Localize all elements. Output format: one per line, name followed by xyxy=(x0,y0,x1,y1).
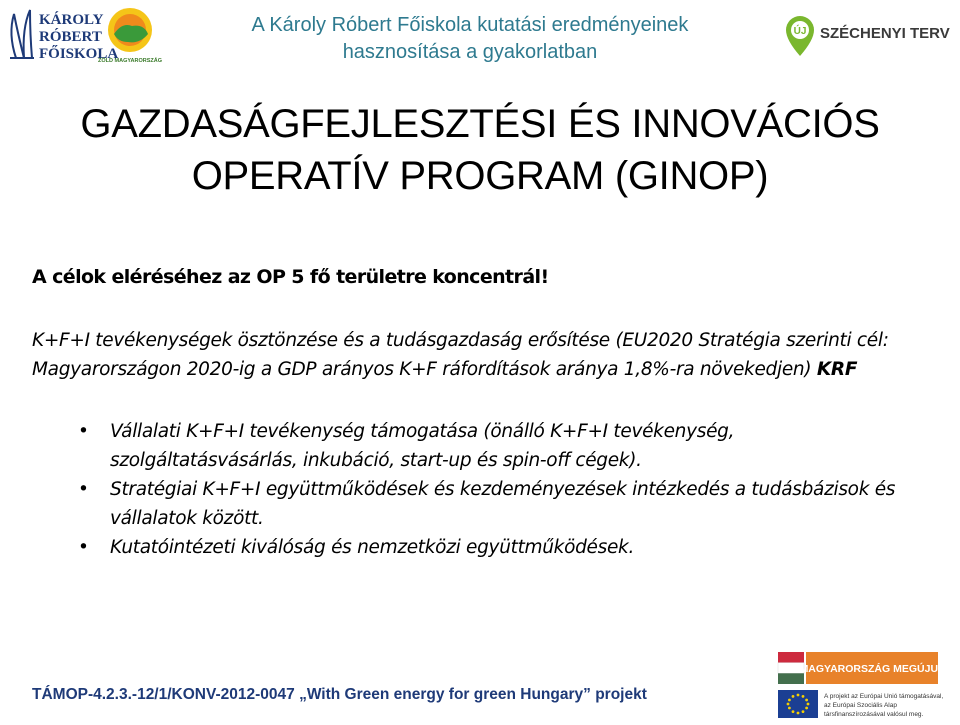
bullet-icon: • xyxy=(78,537,89,558)
eu-text-line3: társfinanszírozásával valósul meg. xyxy=(824,711,924,718)
logo-szt-text: SZÉCHENYI TERV xyxy=(820,25,950,42)
logo-mm-text: MAGYARORSZÁG MEGÚJUL xyxy=(799,663,945,675)
eu-support-logo xyxy=(778,688,954,722)
header-title xyxy=(160,12,780,66)
header-title-line1: A Károly Róbert Főiskola kutatási eredményeinek xyxy=(251,14,689,36)
header-title-line2: hasznosítása a gyakorlatban xyxy=(342,41,598,63)
eu-text-line2: az Európai Szociális Alap xyxy=(824,702,897,709)
logo-krf-line1: KÁROLY xyxy=(39,12,104,28)
eu-flag-icon xyxy=(778,690,818,718)
page-title-line2: OPERATÍV PROGRAM (GINOP) xyxy=(191,154,769,198)
intro-paragraph xyxy=(32,326,912,384)
eu-text-line1: A projekt az Európai Unió támogatásával, xyxy=(824,693,944,700)
bullet-list xyxy=(78,417,918,562)
szechenyi-terv-logo xyxy=(782,10,952,60)
karoly-robert-logo xyxy=(4,4,119,66)
bullet-icon: • xyxy=(78,479,89,500)
list-item xyxy=(78,533,918,562)
page-title-line1: GAZDASÁGFEJLESZTÉSI ÉS INNOVÁCIÓS xyxy=(80,102,880,146)
logo-krf-line3: FŐISKOLA xyxy=(39,46,119,62)
magyarorszag-megujul-logo xyxy=(778,652,945,684)
page-title xyxy=(0,98,960,202)
logo-szt-badge: ÚJ xyxy=(793,26,807,37)
list-item-text: Vállalati K+F+I tevékenység támogatása (önálló K+F+I tevékenység, szolgáltatásvásárlás, inkubáció, start-up és spin-off cégek). xyxy=(110,421,735,471)
list-item-text: Stratégiai K+F+I együttműködések és kezdeményezések intézkedés a tudásbázisok és vállalatok között. xyxy=(110,479,896,529)
logo-zold-text: ZÖLD MAGYARORSZÁG xyxy=(98,58,162,64)
list-item xyxy=(78,417,918,475)
sun-icon xyxy=(108,8,152,52)
bullet-icon: • xyxy=(78,421,89,442)
footer-project-text: TÁMOP-4.2.3.-12/1/KONV-2012-0047 „With Green energy for green Hungary” projekt xyxy=(32,686,647,703)
list-item xyxy=(78,475,918,533)
list-item-text: Kutatóintézeti kiválóság és nemzetközi együttműködések. xyxy=(110,537,635,558)
intro-paragraph-text: K+F+I tevékenységek ösztönzése és a tudásgazdaság erősítése (EU2020 Stratégia szerinti cél: Magyarországon 2020-ig a GDP arányos K+F ráfordítások aránya 1,8%-ra növekedjen) xyxy=(32,330,889,380)
logo-krf-line2: RÓBERT xyxy=(39,29,102,45)
logo-emblem-icon xyxy=(10,10,34,58)
zold-magyarorszag-logo xyxy=(100,4,160,66)
intro-paragraph-strong: KRF xyxy=(816,359,858,380)
lead-sentence: A célok eléréséhez az OP 5 fő területre koncentrál! xyxy=(32,266,549,288)
